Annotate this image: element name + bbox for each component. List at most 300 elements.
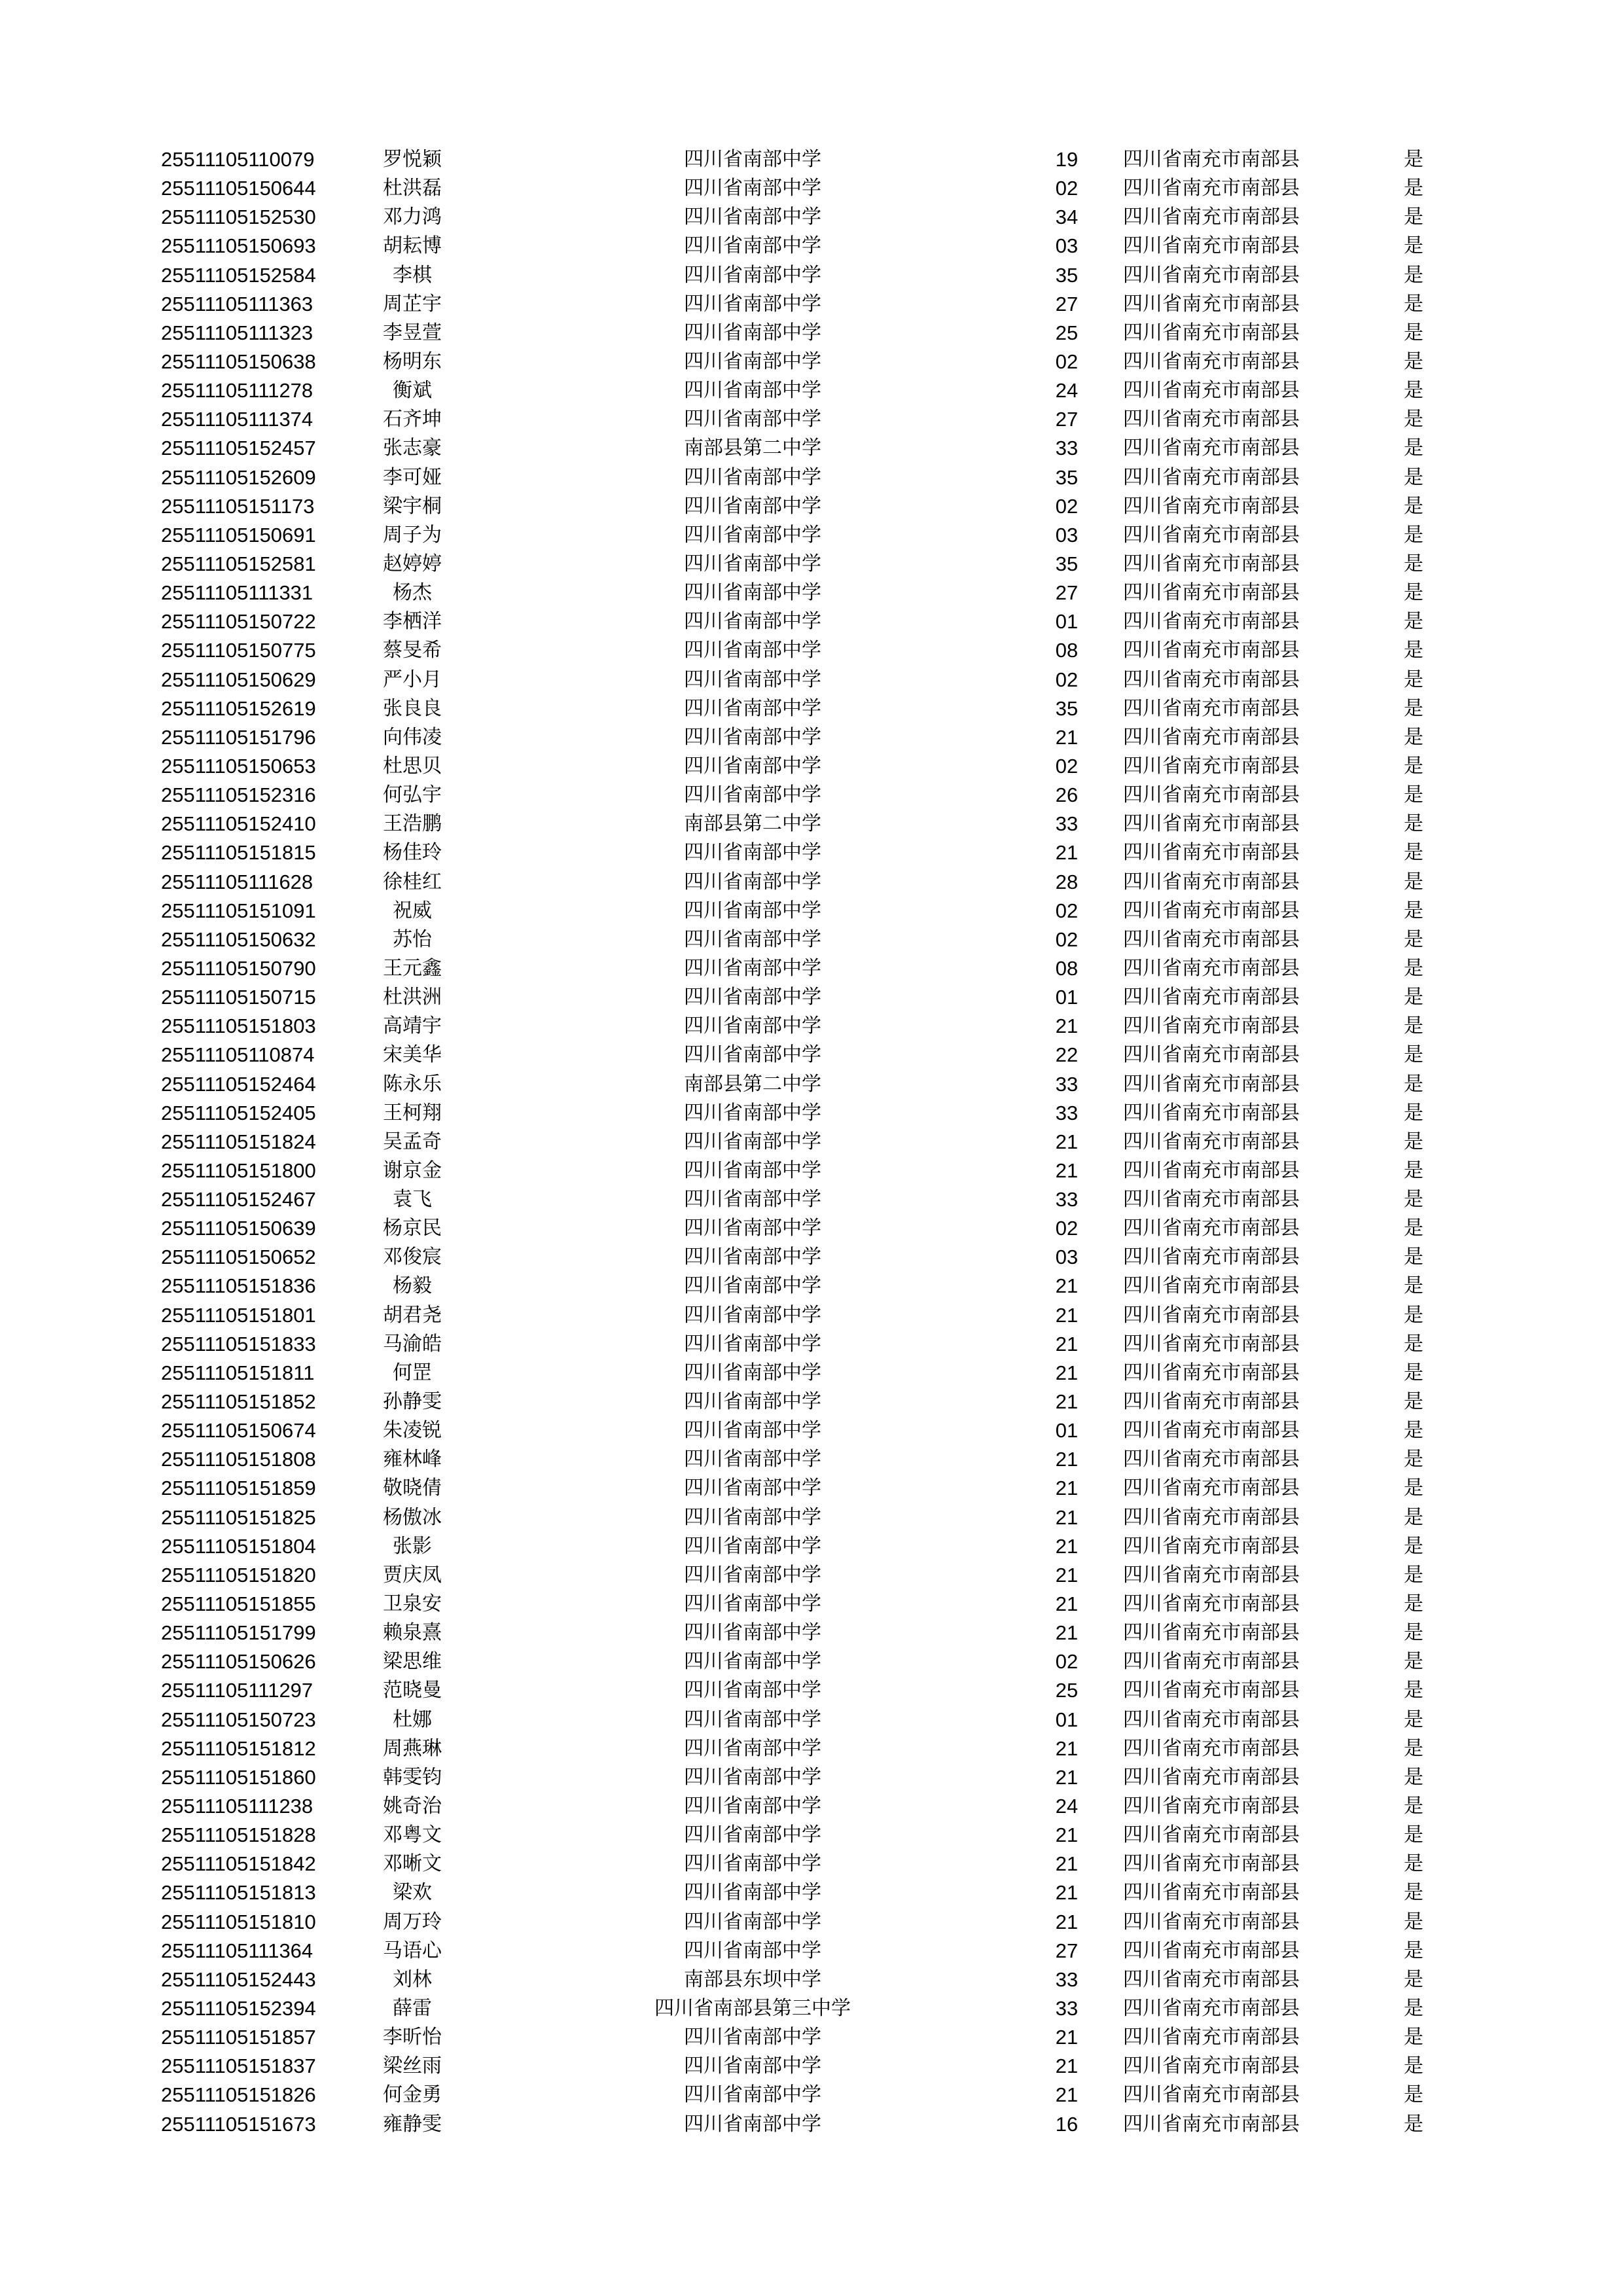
code-cell: 21 <box>1055 1563 1079 1587</box>
flag-cell: 是 <box>1404 1130 1423 1153</box>
region-cell: 四川省南充市南部县 <box>1123 1477 1300 1500</box>
flag-cell: 是 <box>1404 148 1423 171</box>
student-id-cell: 25511105151836 <box>161 1274 316 1298</box>
region-cell: 四川省南充市南部县 <box>1123 263 1300 287</box>
flag-cell: 是 <box>1404 1592 1423 1616</box>
table-row <box>0 1330 1623 1359</box>
table-row <box>0 925 1623 954</box>
student-id-cell: 25511105111278 <box>161 379 313 403</box>
student-id-cell: 25511105111238 <box>161 1795 313 1818</box>
student-name-cell: 杜思贝 <box>383 754 442 778</box>
flag-cell: 是 <box>1404 408 1423 431</box>
flag-cell: 是 <box>1404 1910 1423 1933</box>
code-cell: 21 <box>1055 1303 1079 1327</box>
table-row <box>0 1706 1623 1734</box>
school-cell: 四川省南部中学 <box>684 696 821 720</box>
student-name-cell: 孙静雯 <box>383 1390 442 1414</box>
flag-cell: 是 <box>1404 1881 1423 1905</box>
region-cell: 四川省南充市南部县 <box>1123 1448 1300 1471</box>
code-cell: 21 <box>1055 1477 1079 1500</box>
code-cell: 01 <box>1055 986 1079 1009</box>
flag-cell: 是 <box>1404 1072 1423 1096</box>
school-cell: 四川省南部中学 <box>684 2054 821 2078</box>
code-cell: 08 <box>1055 956 1079 980</box>
flag-cell: 是 <box>1404 1765 1423 1789</box>
school-cell: 四川省南部中学 <box>684 1014 821 1038</box>
flag-cell: 是 <box>1404 523 1423 547</box>
table-row <box>0 1359 1623 1388</box>
region-cell: 四川省南充市南部县 <box>1123 927 1300 951</box>
flag-cell: 是 <box>1404 552 1423 575</box>
student-name-cell: 谢京金 <box>383 1158 442 1182</box>
table-row <box>0 868 1623 897</box>
student-name-cell: 朱凌锐 <box>383 1419 442 1443</box>
student-id-cell: 25511105150674 <box>161 1419 316 1443</box>
student-name-cell: 邓力鸿 <box>383 206 442 229</box>
student-name-cell: 杨傲冰 <box>383 1505 442 1529</box>
flag-cell: 是 <box>1404 927 1423 951</box>
code-cell: 33 <box>1055 1997 1079 2020</box>
student-name-cell: 敬晓倩 <box>383 1477 442 1500</box>
student-name-cell: 陈永乐 <box>383 1072 442 1096</box>
student-name-cell: 杨明东 <box>383 350 442 373</box>
school-cell: 四川省南部中学 <box>684 523 821 547</box>
region-cell: 四川省南充市南部县 <box>1123 2026 1300 2049</box>
school-cell: 四川省南部中学 <box>684 899 821 922</box>
school-cell: 四川省南部中学 <box>684 177 821 200</box>
region-cell: 四川省南充市南部县 <box>1123 1303 1300 1327</box>
flag-cell: 是 <box>1404 1246 1423 1269</box>
school-cell: 四川省南部中学 <box>684 321 821 344</box>
student-name-cell: 李棋 <box>393 263 432 287</box>
code-cell: 21 <box>1055 1448 1079 1471</box>
student-id-cell: 25511105151804 <box>161 1534 316 1558</box>
code-cell: 35 <box>1055 263 1079 287</box>
code-cell: 02 <box>1055 754 1079 778</box>
school-cell: 四川省南部中学 <box>684 1274 821 1298</box>
table-row <box>0 838 1623 867</box>
table-row <box>0 1878 1623 1907</box>
code-cell: 21 <box>1055 2026 1079 2049</box>
school-cell: 四川省南部中学 <box>684 1881 821 1905</box>
region-cell: 四川省南充市南部县 <box>1123 148 1300 171</box>
school-cell: 四川省南部中学 <box>684 783 821 807</box>
school-cell: 四川省南部中学 <box>684 956 821 980</box>
code-cell: 21 <box>1055 1505 1079 1529</box>
table-row <box>0 1301 1623 1330</box>
table-row <box>0 463 1623 492</box>
table-row <box>0 1965 1623 1994</box>
table-row <box>0 1850 1623 1878</box>
table-row <box>0 1792 1623 1821</box>
student-id-cell: 25511105152581 <box>161 552 316 575</box>
student-name-cell: 梁丝雨 <box>383 2054 442 2078</box>
region-cell: 四川省南充市南部县 <box>1123 1708 1300 1731</box>
table-row <box>0 723 1623 752</box>
region-cell: 四川省南充市南部县 <box>1123 870 1300 893</box>
region-cell: 四川省南充市南部县 <box>1123 1534 1300 1558</box>
student-name-cell: 衡斌 <box>393 379 432 403</box>
region-cell: 四川省南充市南部县 <box>1123 1795 1300 1818</box>
region-cell: 四川省南充市南部县 <box>1123 494 1300 518</box>
table-row <box>0 1445 1623 1474</box>
student-name-cell: 梁欢 <box>393 1881 432 1905</box>
school-cell: 四川省南部中学 <box>684 1390 821 1414</box>
region-cell: 四川省南充市南部县 <box>1123 956 1300 980</box>
school-cell: 四川省南部中学 <box>684 1217 821 1240</box>
student-id-cell: 25511105111628 <box>161 870 313 893</box>
flag-cell: 是 <box>1404 437 1423 460</box>
region-cell: 四川省南充市南部县 <box>1123 1043 1300 1067</box>
school-cell: 四川省南部中学 <box>684 1188 821 1211</box>
code-cell: 01 <box>1055 1419 1079 1443</box>
flag-cell: 是 <box>1404 870 1423 893</box>
student-name-cell: 赵婷婷 <box>383 552 442 575</box>
code-cell: 21 <box>1055 1130 1079 1153</box>
student-id-cell: 25511105152609 <box>161 465 316 489</box>
school-cell: 四川省南部中学 <box>684 1592 821 1616</box>
table-row <box>0 405 1623 434</box>
student-name-cell: 韩雯钧 <box>383 1765 442 1789</box>
code-cell: 01 <box>1055 610 1079 634</box>
code-cell: 33 <box>1055 437 1079 460</box>
table-row <box>0 607 1623 636</box>
flag-cell: 是 <box>1404 986 1423 1009</box>
region-cell: 四川省南充市南部县 <box>1123 1881 1300 1905</box>
code-cell: 02 <box>1055 1650 1079 1674</box>
code-cell: 03 <box>1055 523 1079 547</box>
table-row <box>0 261 1623 290</box>
school-cell: 南部县第二中学 <box>684 437 821 460</box>
flag-cell: 是 <box>1404 1303 1423 1327</box>
student-id-cell: 25511105150639 <box>161 1217 316 1240</box>
school-cell: 四川省南部中学 <box>684 350 821 373</box>
code-cell: 21 <box>1055 1736 1079 1760</box>
student-id-cell: 25511105151673 <box>161 2112 316 2136</box>
code-cell: 33 <box>1055 1188 1079 1211</box>
table-row <box>0 348 1623 376</box>
student-id-cell: 25511105151810 <box>161 1910 316 1933</box>
school-cell: 四川省南部中学 <box>684 581 821 605</box>
student-name-cell: 张志豪 <box>383 437 442 460</box>
student-id-cell: 25511105150653 <box>161 754 316 778</box>
flag-cell: 是 <box>1404 610 1423 634</box>
student-id-cell: 25511105151842 <box>161 1852 316 1876</box>
student-name-cell: 何金勇 <box>383 2083 442 2107</box>
region-cell: 四川省南充市南部县 <box>1123 1361 1300 1384</box>
region-cell: 四川省南充市南部县 <box>1123 754 1300 778</box>
student-id-cell: 25511105150632 <box>161 927 316 951</box>
student-id-cell: 25511105150626 <box>161 1650 316 1674</box>
region-cell: 四川省南充市南部县 <box>1123 725 1300 749</box>
student-name-cell: 王柯翔 <box>383 1101 442 1124</box>
table-row <box>0 2110 1623 2139</box>
student-id-cell: 25511105152467 <box>161 1188 316 1211</box>
student-name-cell: 袁飞 <box>393 1188 432 1211</box>
student-name-cell: 张影 <box>393 1534 432 1558</box>
code-cell: 33 <box>1055 1072 1079 1096</box>
student-name-cell: 何弘宇 <box>383 783 442 807</box>
student-name-cell: 周子为 <box>383 523 442 547</box>
region-cell: 四川省南充市南部县 <box>1123 1274 1300 1298</box>
region-cell: 四川省南充市南部县 <box>1123 1852 1300 1876</box>
flag-cell: 是 <box>1404 1332 1423 1355</box>
student-name-cell: 范晓曼 <box>383 1679 442 1702</box>
student-name-cell: 贾庆凤 <box>383 1563 442 1587</box>
student-id-cell: 25511105150693 <box>161 234 316 258</box>
region-cell: 四川省南充市南部县 <box>1123 321 1300 344</box>
region-cell: 四川省南充市南部县 <box>1123 696 1300 720</box>
code-cell: 21 <box>1055 1390 1079 1414</box>
region-cell: 四川省南充市南部县 <box>1123 668 1300 691</box>
school-cell: 四川省南部中学 <box>684 494 821 518</box>
region-cell: 四川省南充市南部县 <box>1123 2083 1300 2107</box>
school-cell: 四川省南部中学 <box>684 1130 821 1153</box>
flag-cell: 是 <box>1404 379 1423 403</box>
school-cell: 四川省南部中学 <box>684 1736 821 1760</box>
student-id-cell: 25511105111323 <box>161 321 313 344</box>
student-name-cell: 徐桂红 <box>383 870 442 893</box>
region-cell: 四川省南充市南部县 <box>1123 1910 1300 1933</box>
student-name-cell: 王元鑫 <box>383 956 442 980</box>
flag-cell: 是 <box>1404 1967 1423 1991</box>
table-row <box>0 1734 1623 1763</box>
student-id-cell: 25511105111297 <box>161 1679 313 1702</box>
flag-cell: 是 <box>1404 2112 1423 2136</box>
student-id-cell: 25511105152457 <box>161 437 316 460</box>
code-cell: 27 <box>1055 1939 1079 1962</box>
student-id-cell: 25511105151803 <box>161 1014 316 1038</box>
student-id-cell: 25511105111331 <box>161 581 313 605</box>
table-row <box>0 1474 1623 1503</box>
table-row <box>0 1908 1623 1937</box>
flag-cell: 是 <box>1404 1188 1423 1211</box>
student-name-cell: 罗悦颖 <box>383 148 442 171</box>
student-id-cell: 25511105151833 <box>161 1332 316 1355</box>
school-cell: 四川省南部中学 <box>684 1101 821 1124</box>
roster-table <box>0 145 1623 2139</box>
region-cell: 四川省南充市南部县 <box>1123 2054 1300 2078</box>
student-id-cell: 25511105151812 <box>161 1736 316 1760</box>
school-cell: 四川省南部中学 <box>684 1361 821 1384</box>
flag-cell: 是 <box>1404 696 1423 720</box>
school-cell: 四川省南部中学 <box>684 870 821 893</box>
code-cell: 35 <box>1055 696 1079 720</box>
school-cell: 四川省南部中学 <box>684 1852 821 1876</box>
code-cell: 24 <box>1055 1795 1079 1818</box>
flag-cell: 是 <box>1404 1361 1423 1384</box>
school-cell: 四川省南部中学 <box>684 552 821 575</box>
student-name-cell: 邓晰文 <box>383 1852 442 1876</box>
code-cell: 21 <box>1055 2054 1079 2078</box>
table-row <box>0 810 1623 838</box>
table-row <box>0 1272 1623 1300</box>
region-cell: 四川省南充市南部县 <box>1123 552 1300 575</box>
region-cell: 四川省南充市南部县 <box>1123 1997 1300 2020</box>
school-cell: 四川省南部中学 <box>684 841 821 865</box>
code-cell: 02 <box>1055 177 1079 200</box>
school-cell: 四川省南部中学 <box>684 1679 821 1702</box>
table-row <box>0 1041 1623 1069</box>
school-cell: 四川省南部中学 <box>684 465 821 489</box>
student-name-cell: 王浩鹏 <box>383 812 442 836</box>
table-row <box>0 174 1623 203</box>
table-row <box>0 1157 1623 1185</box>
student-name-cell: 赖泉熹 <box>383 1621 442 1645</box>
student-name-cell: 宋美华 <box>383 1043 442 1067</box>
region-cell: 四川省南充市南部县 <box>1123 379 1300 403</box>
code-cell: 25 <box>1055 321 1079 344</box>
school-cell: 四川省南部中学 <box>684 1823 821 1847</box>
flag-cell: 是 <box>1404 1650 1423 1674</box>
school-cell: 四川省南部中学 <box>684 986 821 1009</box>
school-cell: 四川省南部中学 <box>684 1246 821 1269</box>
student-id-cell: 25511105150715 <box>161 986 316 1009</box>
table-row <box>0 1532 1623 1561</box>
student-name-cell: 胡君尧 <box>383 1303 442 1327</box>
region-cell: 四川省南充市南部县 <box>1123 1765 1300 1789</box>
region-cell: 四川省南充市南部县 <box>1123 639 1300 662</box>
table-row <box>0 897 1623 925</box>
school-cell: 四川省南部中学 <box>684 668 821 691</box>
school-cell: 四川省南部中学 <box>684 234 821 258</box>
region-cell: 四川省南充市南部县 <box>1123 437 1300 460</box>
student-name-cell: 严小月 <box>383 668 442 691</box>
region-cell: 四川省南充市南部县 <box>1123 1650 1300 1674</box>
code-cell: 34 <box>1055 206 1079 229</box>
student-name-cell: 卫泉安 <box>383 1592 442 1616</box>
region-cell: 四川省南充市南部县 <box>1123 1419 1300 1443</box>
flag-cell: 是 <box>1404 2083 1423 2107</box>
code-cell: 02 <box>1055 668 1079 691</box>
code-cell: 19 <box>1055 148 1079 171</box>
table-row <box>0 434 1623 463</box>
student-name-cell: 雍静雯 <box>383 2112 442 2136</box>
region-cell: 四川省南充市南部县 <box>1123 1158 1300 1182</box>
code-cell: 21 <box>1055 1765 1079 1789</box>
flag-cell: 是 <box>1404 1708 1423 1731</box>
student-name-cell: 马渝皓 <box>383 1332 442 1355</box>
student-id-cell: 25511105152410 <box>161 812 316 836</box>
flag-cell: 是 <box>1404 1534 1423 1558</box>
student-id-cell: 25511105150652 <box>161 1246 316 1269</box>
region-cell: 四川省南充市南部县 <box>1123 1823 1300 1847</box>
student-id-cell: 25511105150723 <box>161 1708 316 1731</box>
flag-cell: 是 <box>1404 1736 1423 1760</box>
table-row <box>0 1763 1623 1792</box>
student-id-cell: 25511105151857 <box>161 2026 316 2049</box>
school-cell: 四川省南部中学 <box>684 2112 821 2136</box>
student-id-cell: 25511105151808 <box>161 1448 316 1471</box>
table-row <box>0 954 1623 983</box>
code-cell: 03 <box>1055 1246 1079 1269</box>
flag-cell: 是 <box>1404 956 1423 980</box>
school-cell: 四川省南部中学 <box>684 1303 821 1327</box>
student-id-cell: 25511105152584 <box>161 263 316 287</box>
school-cell: 四川省南部中学 <box>684 379 821 403</box>
student-id-cell: 25511105152619 <box>161 696 316 720</box>
student-name-cell: 高靖宇 <box>383 1014 442 1038</box>
student-id-cell: 25511105151860 <box>161 1765 316 1789</box>
student-id-cell: 25511105152394 <box>161 1997 316 2020</box>
region-cell: 四川省南充市南部县 <box>1123 1679 1300 1702</box>
table-row <box>0 2081 1623 2109</box>
student-id-cell: 25511105151800 <box>161 1158 316 1182</box>
region-cell: 四川省南充市南部县 <box>1123 899 1300 922</box>
flag-cell: 是 <box>1404 234 1423 258</box>
table-row <box>0 636 1623 665</box>
flag-cell: 是 <box>1404 581 1423 605</box>
flag-cell: 是 <box>1404 1621 1423 1645</box>
student-name-cell: 梁宇桐 <box>383 494 442 518</box>
code-cell: 27 <box>1055 581 1079 605</box>
student-id-cell: 25511105151801 <box>161 1303 316 1327</box>
flag-cell: 是 <box>1404 1795 1423 1818</box>
table-row <box>0 1937 1623 1965</box>
region-cell: 四川省南充市南部县 <box>1123 812 1300 836</box>
region-cell: 四川省南充市南部县 <box>1123 581 1300 605</box>
student-id-cell: 25511105152316 <box>161 783 316 807</box>
student-id-cell: 25511105150629 <box>161 668 316 691</box>
table-row <box>0 1994 1623 2023</box>
code-cell: 21 <box>1055 841 1079 865</box>
code-cell: 02 <box>1055 350 1079 373</box>
flag-cell: 是 <box>1404 177 1423 200</box>
student-id-cell: 25511105110874 <box>161 1043 315 1067</box>
table-row <box>0 232 1623 260</box>
flag-cell: 是 <box>1404 1852 1423 1876</box>
student-name-cell: 雍林峰 <box>383 1448 442 1471</box>
code-cell: 02 <box>1055 927 1079 951</box>
code-cell: 21 <box>1055 1332 1079 1355</box>
code-cell: 28 <box>1055 870 1079 893</box>
student-id-cell: 25511105111364 <box>161 1939 313 1962</box>
student-name-cell: 邓粤文 <box>383 1823 442 1847</box>
table-row <box>0 1128 1623 1157</box>
flag-cell: 是 <box>1404 812 1423 836</box>
flag-cell: 是 <box>1404 2026 1423 2049</box>
school-cell: 四川省南部中学 <box>684 1419 821 1443</box>
flag-cell: 是 <box>1404 1939 1423 1962</box>
code-cell: 21 <box>1055 1534 1079 1558</box>
region-cell: 四川省南充市南部县 <box>1123 1188 1300 1211</box>
table-row <box>0 1647 1623 1676</box>
student-name-cell: 姚奇治 <box>383 1795 442 1818</box>
code-cell: 21 <box>1055 1910 1079 1933</box>
student-id-cell: 25511105151820 <box>161 1563 316 1587</box>
student-id-cell: 25511105152530 <box>161 206 316 229</box>
student-name-cell: 胡耘博 <box>383 234 442 258</box>
flag-cell: 是 <box>1404 1274 1423 1298</box>
student-id-cell: 25511105150691 <box>161 523 316 547</box>
code-cell: 25 <box>1055 1679 1079 1702</box>
school-cell: 四川省南部中学 <box>684 2083 821 2107</box>
table-row <box>0 2052 1623 2081</box>
code-cell: 21 <box>1055 1881 1079 1905</box>
school-cell: 四川省南部中学 <box>684 1534 821 1558</box>
code-cell: 21 <box>1055 1592 1079 1616</box>
school-cell: 四川省南部中学 <box>684 1650 821 1674</box>
flag-cell: 是 <box>1404 263 1423 287</box>
student-id-cell: 25511105110079 <box>161 148 315 171</box>
student-id-cell: 25511105152405 <box>161 1101 316 1124</box>
student-id-cell: 25511105150638 <box>161 350 316 373</box>
code-cell: 33 <box>1055 1101 1079 1124</box>
table-row <box>0 1561 1623 1590</box>
table-row <box>0 1821 1623 1850</box>
table-row <box>0 2023 1623 2052</box>
school-cell: 四川省南部县第三中学 <box>654 1997 851 2020</box>
